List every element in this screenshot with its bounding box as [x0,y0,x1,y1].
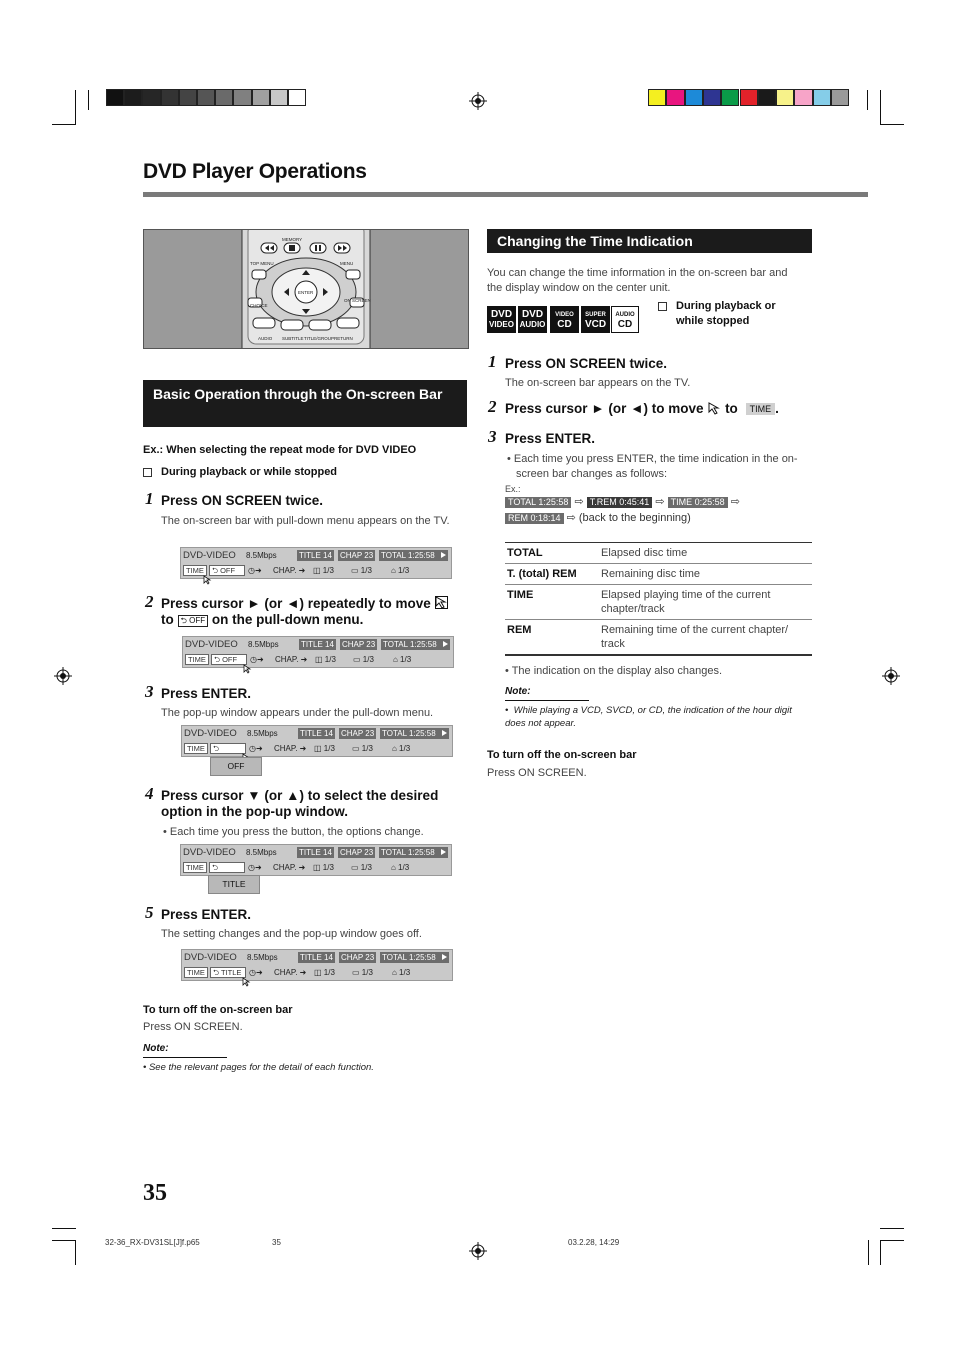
onscreen-bar [180,844,452,876]
osd-disc-type: DVD-VIDEO [183,550,236,561]
registration-mark-icon [882,667,900,685]
osd-audio-icon: ◫ 1/3 [313,863,334,872]
back-text: (back to the beginning) [578,512,691,524]
osd-chap-label: CHAP. ➜ [273,566,306,575]
osd-subtitle-icon: ▭ 1/3 [351,863,372,872]
crop-mark [880,1240,904,1241]
color-swatch [124,89,142,106]
remote-label: AUDIO [258,336,273,341]
color-swatch [794,89,812,106]
time-chip: TIME [746,403,776,415]
osd-audio-icon: ◫ 1/3 [315,655,336,664]
cursor-pointer-icon [435,596,447,608]
osd-angle-icon: ⌂ 1/3 [392,968,411,977]
osd-bitrate: 8.5Mbps [247,729,278,738]
table-row [505,543,812,564]
osd-total-chip: TOTAL 1:25:58 [381,551,435,560]
osd-disc-type: DVD-VIDEO [184,728,237,739]
step-title: Press cursor ▼ (or ▲) to select the desired option in the pop-up window. [161,788,439,819]
table-row [505,564,812,585]
osd-total-chip: TOTAL 1:25:58 [382,953,436,962]
color-swatch [161,89,179,106]
osd-repeat-box: ⮌ OFF [211,654,247,665]
remote-label: ENTER [298,290,314,295]
step-desc: • Each time you press ENTER, the time indication in the on-screen bar changes as follows: [507,453,798,480]
step-number: 2 [145,592,154,611]
osd-audio-icon: ◫ 1/3 [314,744,335,753]
osd-subtitle-icon: ▭ 1/3 [352,968,373,977]
arrow-right-icon: ⇨ [655,496,665,508]
disc-logo-bottom: VIDEO [489,320,514,329]
osd-subtitle-icon: ▭ 1/3 [352,744,373,753]
osd-disc-type: DVD-VIDEO [183,847,236,858]
color-swatch [721,89,739,106]
step-desc: The on-screen bar appears on the TV. [505,377,691,389]
step-title: Press ENTER. [505,431,596,446]
remote-label: MENU [340,261,354,266]
color-swatch [215,89,233,106]
onscreen-bar-bottom-row [182,741,452,756]
cursor-pointer-icon [243,661,253,671]
bullet: • [505,705,514,716]
osd-bitrate: 8.5Mbps [246,848,277,857]
time-sequence-chip: TOTAL 1:25:58 [505,497,571,508]
onscreen-bar-bottom-row [182,965,452,980]
table-key: TOTAL [505,543,599,564]
table-row [505,585,812,620]
disc-logo-bottom: AUDIO [519,320,546,329]
disc-logo [518,306,547,333]
disc-logo-top: DVD [521,309,544,320]
crop-mark [880,124,904,125]
osd-chap-chip: CHAP 23 [340,848,374,857]
step-number: 3 [488,427,497,446]
footer-file: 32-36_RX-DV31SL[J]f.p65 [105,1238,200,1247]
table-row [505,620,812,656]
cursor-pointer-icon [242,974,252,984]
remote-label: TOP MENU [250,261,274,266]
crop-mark [88,90,89,110]
step-desc: The pop-up window appears under the pull-down menu. [161,707,434,719]
crop-mark [880,1240,881,1265]
table-value: Remaining time of the current chapter/ track [599,620,812,656]
osd-subtitle-icon: ▭ 1/3 [353,655,374,664]
step-title [505,401,815,417]
osd-clock-icon: ◷➜ [248,566,262,575]
table-value: Elapsed playing time of the current chapter/track [599,585,812,620]
color-swatch [142,89,160,106]
time-sequence-chip: REM 0:18:14 [505,513,564,524]
color-swatch [776,89,794,106]
table-value: Remaining disc time [599,564,812,585]
osd-title-chip: TITLE 14 [299,551,332,560]
disc-logo-bottom: VCD [584,319,607,330]
osd-repeat-box: ⮌ TITLE [210,967,246,978]
popup-window [210,757,262,776]
note-rule [143,1057,227,1058]
remote-control-icon [144,230,468,348]
osd-clock-icon: ◷➜ [250,655,264,664]
step-title-part: . [775,401,779,416]
osd-title-chip: TITLE 14 [300,729,333,738]
step-title: Press ON SCREEN twice. [161,493,324,508]
crop-mark [52,1228,76,1229]
color-swatch [288,89,306,106]
step-title [161,596,471,628]
step-desc: The setting changes and the pop-up window goes off. [161,928,422,940]
remote-label: ON SCREEN [344,298,371,303]
osd-arrow-icon [438,728,449,739]
note-text-body: While playing a VCD, SVCD, or CD, the indication of the hour digit does not appear. [505,705,792,729]
step-number: 1 [145,489,154,508]
crop-mark [75,90,76,125]
color-swatch [703,89,721,106]
checkbox-icon [143,468,152,477]
osd-arrow-icon [439,639,450,650]
color-swatch [252,89,270,106]
onscreen-bar-bottom-row [181,860,451,875]
footer-timestamp: 03.2.28, 14:29 [568,1238,620,1247]
osd-subtitle-icon: ▭ 1/3 [351,566,372,575]
note-rule [505,700,589,701]
color-swatch [197,89,215,106]
remote-label: TITLE/GROUP [304,336,335,341]
cursor-pointer-icon [203,572,213,582]
disc-logo-bottom: CD [617,319,633,330]
step-number: 2 [488,397,497,416]
osd-bitrate: 8.5Mbps [246,551,277,560]
color-swatch [666,89,684,106]
osd-repeat-box: ⮌ [210,743,246,754]
osd-chap-label: CHAP. ➜ [273,863,306,872]
arrow-right-icon: ⇨ [730,496,740,508]
example-heading: Ex.: When selecting the repeat mode for DVD VIDEO [143,444,417,456]
remote-label: SUBTITLE [282,336,304,341]
step-title-part: Press cursor ► (or ◄) repeatedly to move [161,596,431,611]
step-desc: • Each time you press the button, the options change. [163,826,424,838]
ex-label: Ex.: [505,484,521,494]
crop-mark [867,90,868,110]
title-rule [143,192,868,197]
step-title-part: to [161,612,174,627]
table-key: REM [505,620,599,656]
example-condition: During playback or while stopped [161,466,338,478]
osd-time-box: TIME [184,743,208,754]
color-swatch [685,89,703,106]
step-number: 1 [488,352,497,371]
display-note: • The indication on the display also changes. [505,665,723,677]
step-title-part: to [725,401,738,416]
arrow-right-icon: ⇨ [574,496,584,508]
repeat-off-chip-label: OFF [189,616,206,625]
osd-chap-label: CHAP. ➜ [274,968,307,977]
registration-mark-icon [469,1242,487,1260]
cursor-pointer-icon [707,401,721,415]
osd-title-chip: TITLE 14 [301,640,334,649]
osd-repeat-box: ⮌ [209,862,245,873]
osd-audio-icon: ◫ 1/3 [314,968,335,977]
osd-disc-type: DVD-VIDEO [184,952,237,963]
osd-bitrate: 8.5Mbps [247,953,278,962]
crop-mark [52,124,76,125]
color-swatch [106,89,124,106]
crop-mark [880,1228,904,1229]
osd-angle-icon: ⌂ 1/3 [391,863,410,872]
osd-repeat-box: ⮌ OFF [209,565,245,576]
osd-chap-label: CHAP. ➜ [275,655,308,664]
osd-total-chip: TOTAL 1:25:58 [383,640,437,649]
footer-file-page: 35 [272,1238,281,1247]
disc-logo-bottom: CD [557,319,572,330]
step-title: Press ON SCREEN twice. [505,356,668,371]
osd-title-chip: TITLE 14 [300,953,333,962]
time-sequence-chip: TIME 0:25:58 [668,497,728,508]
intro-text: You can change the time information in the on-screen bar and the display window on the center unit. [487,267,788,294]
popup-option: OFF [227,761,245,771]
disc-logo [611,306,639,333]
remote-label: RETURN [334,336,353,341]
osd-time-box: TIME [183,862,207,873]
registration-mark-icon [54,667,72,685]
remote-label: MEMORY [282,237,303,242]
color-swatch [179,89,197,106]
turn-off-text: Press ON SCREEN. [487,767,587,779]
remote-illustration [143,229,469,349]
turn-off-heading: To turn off the on-screen bar [143,1004,293,1016]
onscreen-bar-top-row [181,845,451,860]
section-header-time-indication: Changing the Time Indication [487,229,812,253]
osd-arrow-icon [437,847,448,858]
checkbox-icon [658,302,667,311]
note-text [505,704,805,730]
turn-off-heading: To turn off the on-screen bar [487,749,637,761]
onscreen-bar-top-row [182,726,452,741]
crop-mark [880,90,881,125]
disc-logo-top: AUDIO [615,312,635,318]
osd-chap-chip: CHAP 23 [341,953,375,962]
disc-logo-top: SUPER [585,312,606,318]
onscreen-bar-bottom-row [181,563,451,578]
osd-chap-chip: CHAP 23 [342,640,376,649]
page-number: 35 [143,1180,167,1206]
repeat-off-chip: ⮌ OFF [178,615,209,627]
crop-mark [52,1240,76,1241]
osd-arrow-icon [437,550,448,561]
osd-chap-label: CHAP. ➜ [274,744,307,753]
osd-angle-icon: ⌂ 1/3 [392,744,411,753]
page-title: DVD Player Operations [143,160,367,183]
registration-mark-icon [469,92,487,110]
osd-disc-type: DVD-VIDEO [185,639,238,650]
color-swatch [758,89,776,106]
disc-logo-top: DVD [490,309,513,320]
osd-audio-icon: ◫ 1/3 [313,566,334,575]
step-number: 3 [145,682,154,701]
step-desc: The on-screen bar with pull-down menu appears on the TV. [161,515,450,527]
time-sequence [505,494,825,526]
osd-total-chip: TOTAL 1:25:58 [382,729,436,738]
osd-time-box: TIME [184,967,208,978]
osd-bitrate: 8.5Mbps [248,640,279,649]
osd-clock-icon: ◷➜ [249,744,263,753]
note-label: Note: [505,686,531,697]
crop-mark [75,1240,76,1265]
onscreen-bar-top-row [182,950,452,965]
time-indication-table [505,542,812,656]
osd-time-box: TIME [185,654,209,665]
onscreen-bar [181,725,453,757]
color-swatch [233,89,251,106]
remote-label: CHOICE [250,303,268,308]
crop-mark [868,1240,869,1265]
popup-option: TITLE [222,879,246,889]
step-title-part: on the pull-down menu. [211,612,364,627]
color-swatch [831,89,849,106]
turn-off-text: Press ON SCREEN. [143,1021,243,1033]
osd-clock-icon: ◷➜ [249,968,263,977]
osd-clock-icon: ◷➜ [248,863,262,872]
table-key: TIME [505,585,599,620]
step-title-part: Press cursor ► (or ◄) to move [505,401,704,416]
onscreen-bar [180,547,452,579]
osd-angle-icon: ⌂ 1/3 [391,566,410,575]
popup-window [208,875,260,894]
onscreen-bar-bottom-row [183,652,453,667]
osd-chap-chip: CHAP 23 [340,551,374,560]
osd-time-box: TIME [183,565,207,576]
condition-text: During playback or while stopped [676,300,776,327]
color-swatch [813,89,831,106]
onscreen-bar-top-row [181,548,451,563]
table-value: Elapsed disc time [599,543,812,564]
disc-logo [581,306,610,333]
section-header-basic-operation: Basic Operation through the On-screen Bar [143,380,467,427]
color-swatch [648,89,666,106]
note-text: • See the relevant pages for the detail of each function. [143,1062,374,1073]
onscreen-bar [182,636,454,668]
disc-logo [550,306,579,333]
color-swatch [270,89,288,106]
step-title: Press ENTER. [161,907,252,922]
disc-logo [487,306,516,333]
step-title: Press ENTER. [161,686,252,701]
disc-logo-top: VIDEO [555,312,574,318]
time-sequence-chip: T.REM 0:45:41 [587,497,653,508]
osd-title-chip: TITLE 14 [299,848,332,857]
step-number: 5 [145,903,154,922]
osd-arrow-icon [438,952,449,963]
step-number: 4 [145,784,154,803]
color-swatch [740,89,758,106]
note-label: Note: [143,1043,169,1054]
onscreen-bar [181,949,453,981]
table-key: T. (total) REM [505,564,599,585]
osd-angle-icon: ⌂ 1/3 [393,655,412,664]
arrow-right-icon: ⇨ [566,512,576,524]
osd-chap-chip: CHAP 23 [341,729,375,738]
onscreen-bar-top-row [183,637,453,652]
osd-total-chip: TOTAL 1:25:58 [381,848,435,857]
